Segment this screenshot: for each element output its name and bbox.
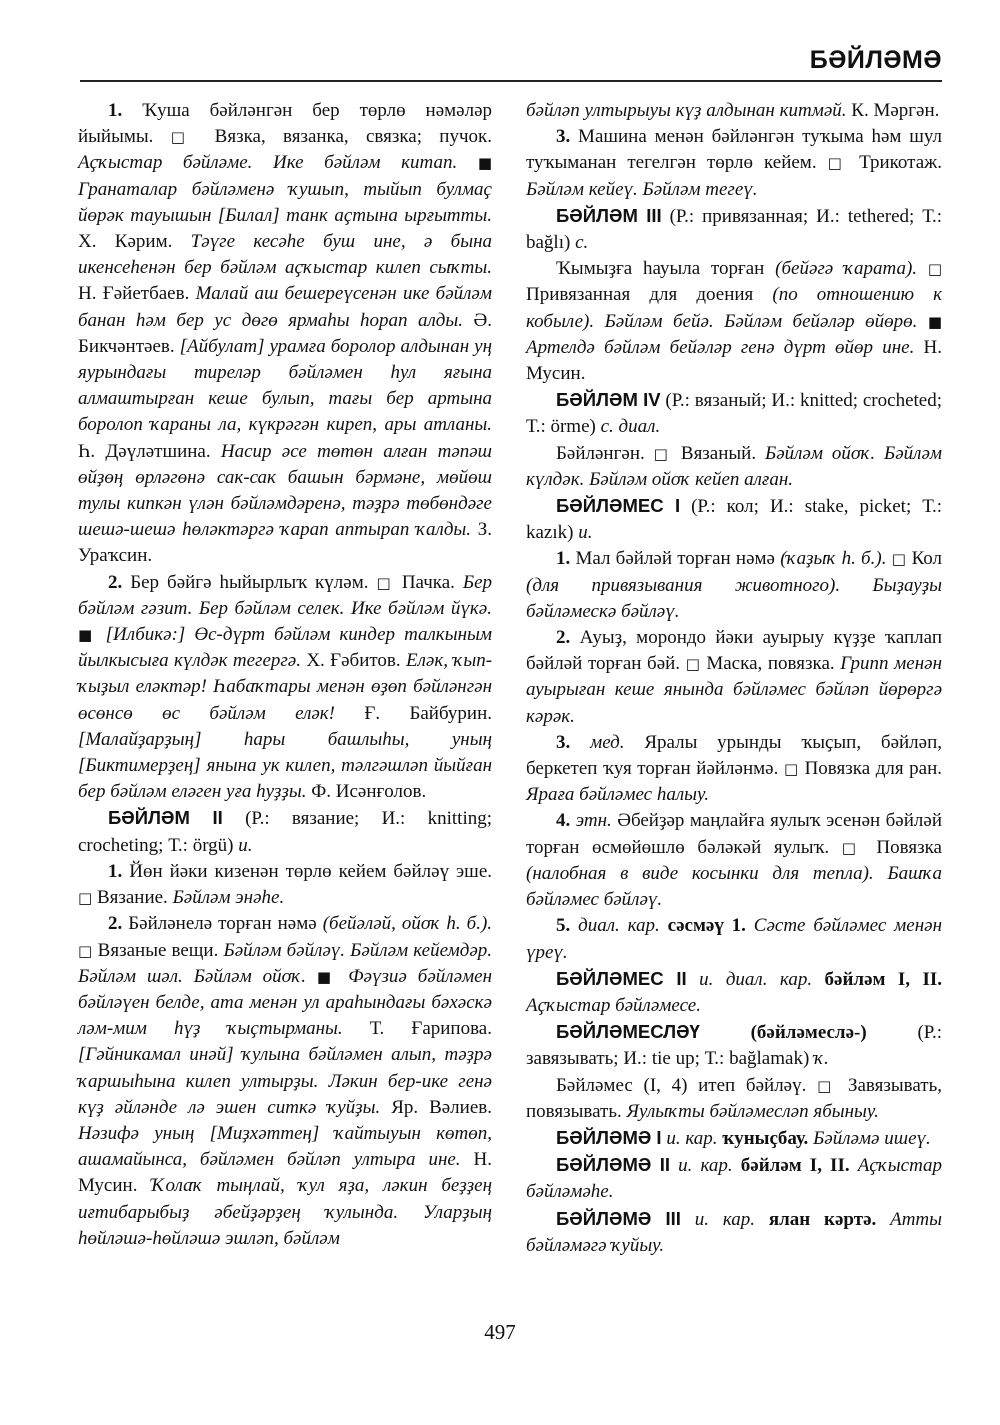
sense-paragraph <box>526 441 942 493</box>
cross-reference: сәсмәү 1. <box>667 915 746 937</box>
sense-number: 1. <box>108 100 123 121</box>
quote-marker-icon: ■ <box>316 967 338 986</box>
translation-marker-icon: □ <box>376 573 394 592</box>
left-column <box>78 98 492 1252</box>
etymology: (Р.: привязанная; И.: tethered; Т.: bağlı) <box>526 205 942 254</box>
russian-translation: Маска, повязка. <box>706 653 835 675</box>
example: Бәйләм бейә. Бәйләм бейәләр өйөрө. <box>604 310 918 332</box>
quotation: Насир әсе төтөн алған тәпәш өйҙөң өрләгөнә сак-сак башын бәрмәне, мөйөш тулы кипкән үлән бәйләмдәренә, тәҙрә төбөндәге шешә-шешә һөләктәргә ҡарап аптырап ҡалды. <box>78 440 493 541</box>
sense-paragraph <box>526 808 942 913</box>
cross-reference: бәйләм I, II. <box>824 968 943 990</box>
example: Бәйләм кейеү. Бәйләм тегеү. <box>526 178 758 200</box>
quotation-author: Х. Ғәбитов. <box>306 650 401 672</box>
quotation: Гранаталар бәйләменә ҡушып, тыйып булмаҫ йөрәк тауышын [Билал] танк аҫтына ырғытты. <box>78 178 492 226</box>
translation-marker-icon: □ <box>891 550 907 569</box>
example: Бәйләм ойоҡ. Бәйләм күлдәк. Бәйләм ойоҡ кейеп алған. <box>526 442 943 490</box>
quotation-author: Ғ. Байбурин. <box>364 702 493 724</box>
translation-marker-icon: □ <box>685 655 701 674</box>
quotation: [Илбикә:] Өс-дүрт бәйләм киндер талкыным йылкысыға күлдәк тегергә. <box>78 624 492 672</box>
sense-paragraph <box>526 546 942 625</box>
usage-label: и. диал. кар. <box>699 968 813 990</box>
quotation-author: Һ. Дәүләтшина. <box>78 440 211 462</box>
sense-paragraph <box>526 256 942 387</box>
sense-paragraph <box>78 570 492 806</box>
quotation-author: Т. Ғарипова. <box>369 1018 492 1040</box>
stem-form: (бәйләмеслә-) <box>750 1022 867 1044</box>
quote-marker-icon: ■ <box>78 626 97 645</box>
quotation: [Малайҙарҙың] һары башлыһы, уның [Биктимерҙең] янына ук килеп, тәлгәшләп йыйған бер бәйләм еләген уға һуҙҙы. <box>78 728 492 803</box>
russian-translation: Кол <box>911 548 943 570</box>
entry-heading <box>526 1152 942 1205</box>
russian-translation: Вязка, вязанка, связка; пучок. <box>214 126 492 148</box>
translation-marker-icon: □ <box>653 444 672 463</box>
definition: Ҡуша бәйләнгән бер төрлө нәмәләр йыйымы. <box>78 100 493 148</box>
quotation: Тәүге кесәһе буш ине, ә бына икенсеһенән бер бәйләм аҫҡыстар килеп сыҡты. <box>78 231 492 279</box>
example: Бәйләм бәйләү. Бәйләм кейемдәр. Бәйләм шәл. Бәйләм ойоҡ. <box>78 939 492 987</box>
translation-marker-icon: □ <box>170 128 198 147</box>
continued-quotation <box>526 98 942 124</box>
headword: БӘЙЛӘМ II <box>108 807 223 829</box>
entry-heading <box>526 1125 942 1152</box>
sense-number: 2. <box>108 571 123 593</box>
example: Грипп менән ауырыған кеше янында бәйләмес бәйләп йөрөргә кәрәк. <box>526 653 942 727</box>
entry-heading <box>526 1019 942 1072</box>
definition: Ауыҙ, морондо йәки ауырыу күҙҙе ҡаплап бәйләй торған бәй. <box>526 627 943 675</box>
russian-translation: Трикотаж. <box>859 152 943 174</box>
example: Атты бәйләмәгә ҡуйыу. <box>526 1208 943 1256</box>
entry-heading <box>526 203 942 256</box>
part-of-speech: с. <box>575 232 589 254</box>
usage-label: и. кар. <box>678 1155 733 1177</box>
usage-label: этн. <box>575 810 612 832</box>
sense-number: 3. <box>556 731 571 753</box>
translation-marker-icon: □ <box>841 838 864 857</box>
definition: Бәйләнгән. <box>556 442 645 464</box>
example: Яраға бәйләмес һалыу. <box>526 784 709 806</box>
cross-reference: ялан кәртә. <box>768 1208 877 1230</box>
russian-translation: Вязаный. <box>680 442 757 464</box>
sense-number: 2. <box>108 913 123 935</box>
entry-heading <box>526 1206 942 1259</box>
quotation-author: Н. Мусин. <box>526 336 943 385</box>
sense-number: 5. <box>556 915 571 937</box>
example: Бәйләм энәһе. <box>172 887 285 909</box>
example: Аҫҡыстар бәйләме. Ике бәйләм китап. <box>78 152 458 174</box>
russian-translation: Завязывать, повязывать. <box>526 1074 943 1122</box>
definition-note: (бейәгә ҡарата). <box>775 258 918 280</box>
translation-marker-icon: □ <box>927 260 943 279</box>
headword: БӘЙЛӘМӘ I <box>556 1126 662 1148</box>
quote-marker-icon: ■ <box>477 154 493 173</box>
definition: Машина менән бәйләнгән туҡыма һәм шул туҡыманан тегелгән төрлө кейем. <box>526 126 942 174</box>
quotation: Артелдә бәйләм бейәләр генә дүрт өйөр ине. <box>526 336 915 358</box>
definition-note: (ҡаҙыҡ һ. б.). <box>780 548 887 570</box>
translation-marker-icon: □ <box>817 1076 838 1095</box>
usage-label: и. кар. <box>694 1208 755 1230</box>
quotation: [Гәйникамал инәй] ҡулына бәйләмен алып, тәҙрә ҡаршыһына килеп ултырҙы. Ләкин бер-ике генә күҙ әйләнде лә эшен ситкә ҡуйҙы. <box>78 1044 492 1118</box>
translation-marker-icon: □ <box>78 941 93 960</box>
quotation-author: Ф. Исәнғолов. <box>311 781 427 803</box>
definition: Мал бәйләй торған нәмә <box>575 548 775 570</box>
russian-translation: Повязка для ран. <box>804 758 943 780</box>
example: Сәсте бәйләмес менән үреү. <box>526 915 942 963</box>
etymology: (Р.: кол; И.: stake, picket; Т.: kazık) <box>526 496 942 544</box>
quotation-author: З. Ураҡсин. <box>78 519 492 567</box>
cross-reference: ҡуныҫбау. <box>722 1127 809 1149</box>
entry-heading <box>526 387 942 440</box>
cross-reference: бәйләм I, II. <box>740 1155 850 1177</box>
sense-paragraph <box>78 911 492 1252</box>
quotation-author: Н. Ғәйетбаев. <box>78 283 190 305</box>
sense-paragraph <box>526 913 942 965</box>
quotation-author: Н. Мусин. <box>78 1149 492 1197</box>
quotation-author: Ә. Бикчәнтәев. <box>78 309 493 357</box>
sense-paragraph <box>526 124 942 203</box>
translation-note: (налобная в виде косынки для тепла). <box>526 862 874 884</box>
sense-number: 2. <box>556 627 571 649</box>
sense-paragraph <box>78 98 492 570</box>
sense-paragraph <box>78 859 492 911</box>
definition: Бәйләнелә торған нәмә <box>128 913 317 935</box>
definition: Яралы урынды ҡыҫып, бәйләп, беркетеп ҡуя торған йәйләнмә. <box>526 731 943 780</box>
example: Бер бәйләм гәзит. Бер бәйләм селек. Ике бәйләм йүкә. <box>78 571 492 619</box>
quotation: Фәүзиә бәйләмен бәйләүен белде, ата менән ул араһындағы бәхәскә ләм-мим һүҙ ҡыҫтырманы. <box>78 965 492 1040</box>
russian-translation: Вязаные вещи. <box>97 939 219 961</box>
sense-number: 1. <box>556 548 571 570</box>
quotation-author: Х. Кәрим. <box>78 231 173 253</box>
example: Яулыҡты бәйләмесләп ябыныу. <box>626 1100 879 1122</box>
headword: БӘЙЛӘМӘ III <box>556 1207 681 1229</box>
quotation: Малай аш бешереүсенән ике бәйләм банан һәм бер ус дөгө ярмаһы һорап алды. <box>78 283 492 331</box>
sense-paragraph <box>526 730 942 809</box>
part-of-speech: ҡ. <box>814 1048 829 1070</box>
usage-label: мед. <box>590 731 625 753</box>
translation-marker-icon: □ <box>783 760 799 779</box>
sense-number: 3. <box>556 126 571 148</box>
quotation: бәйләп ултырыуы күҙ алдынан китмәй. <box>526 100 847 121</box>
headword: БӘЙЛӘМЕСЛӘҮ <box>556 1021 700 1043</box>
sense-number: 4. <box>556 810 571 832</box>
quotation: Еләк, ҡып-ҡыҙыл еләктәр! Һабаҡтары менән өҙөп бәйләнгән өсөнсө өс бәйләм еләк! <box>78 650 493 724</box>
definition: Ҡымыҙға һауыла торған <box>556 258 765 280</box>
quotation: Ҡолаҡ тыңлай, ҡул яҙа, ләкин беҙҙең иғтибарыбыҙ әбейҙәрҙең ҡулында. Уларҙың һөйләшә-һөйләшә эшләп, бәйләм <box>78 1175 493 1249</box>
headword: БӘЙЛӘМӘ II <box>556 1154 671 1176</box>
example: Аҫҡыстар бәйләмәһе. <box>526 1155 943 1203</box>
russian-translation: Повязка <box>876 836 942 858</box>
translation-note: (для привязывания животного). <box>526 574 841 596</box>
definition: Әбейҙәр маңлайға яулыҡ эсенән бәйләй торған өсмөйөшлө бәләкәй яулыҡ. <box>526 810 942 858</box>
part-of-speech: и. <box>238 834 253 856</box>
quotation: Нәзифә уның [Миҙхәттең] ҡайтыуын көтөп, ашамайынса, бәйләмен бәйләп ултыра ине. <box>78 1122 492 1171</box>
translation-note: (по отношению к кобыле). <box>526 284 943 332</box>
russian-translation: Привязанная для доения <box>526 284 754 306</box>
russian-translation: Вязание. <box>96 887 168 909</box>
entry-heading <box>78 805 492 858</box>
definition-note: (бейәләй, ойоҡ һ. б.). <box>322 913 493 935</box>
sense-number: 1. <box>108 860 123 882</box>
entry-heading <box>526 966 942 1019</box>
translation-marker-icon: □ <box>78 889 93 908</box>
running-header <box>80 46 942 82</box>
definition: Бәйләмес (I, 4) итеп бәйләү. <box>556 1074 807 1096</box>
translation-marker-icon: □ <box>827 154 849 173</box>
sense-paragraph <box>526 1073 942 1125</box>
right-column <box>526 98 942 1259</box>
quote-marker-icon: ■ <box>927 312 943 331</box>
usage-label: и. кар. <box>666 1127 718 1149</box>
example: Башҡа бәйләмес бәйләү. <box>526 862 943 911</box>
quotation: [Айбулат] урамға боролор алдынан уң яурындағы тиреләр бәйләмен һул яғына алмаштырған кеше булып, тағы бер артына боролоп ҡараны ла, күкрәгән киреп, ары атланы. <box>78 335 493 436</box>
etymology: (Р.: вязаный; И.: knitted; crocheted; Т.: örme) <box>526 390 942 438</box>
entry-heading <box>526 493 942 546</box>
definition: Йөн йәки кизенән төрлө кейем бәйләү эше. <box>129 860 493 882</box>
headword: БӘЙЛӘМ IV <box>556 389 661 411</box>
definition: Бер бәйгә һыйырлыҡ күләм. <box>130 571 369 593</box>
sense-paragraph <box>526 625 942 730</box>
page-number: 497 <box>484 1320 516 1344</box>
part-of-speech: и. <box>578 522 593 544</box>
headword: БӘЙЛӘМЕС I <box>556 495 681 517</box>
etymology: (Р.: завязывать; И.: tie up; Т.: bağlamak) <box>526 1022 943 1070</box>
etymology: (Р.: вязание; И.: knitting; crocheting; Т.: örgü) <box>78 808 492 856</box>
running-head-word: БӘЙЛӘМӘ <box>809 46 942 74</box>
part-of-speech: с. диал. <box>600 416 661 438</box>
example: Аҫҡыстар бәйләмесе. <box>526 994 701 1016</box>
example: Бәйләмә ишеү. <box>813 1127 931 1149</box>
headword: БӘЙЛӘМЕС II <box>556 967 687 989</box>
quotation-author: Яр. Вәлиев. <box>391 1096 492 1118</box>
usage-label: диал. кар. <box>578 915 660 937</box>
russian-translation: Пачка. <box>401 571 455 593</box>
example: Быҙауҙы бәйләмескә бәйләү. <box>526 574 942 622</box>
headword: БӘЙЛӘМ III <box>556 204 662 226</box>
quotation-author: К. Мәргән. <box>851 100 940 121</box>
